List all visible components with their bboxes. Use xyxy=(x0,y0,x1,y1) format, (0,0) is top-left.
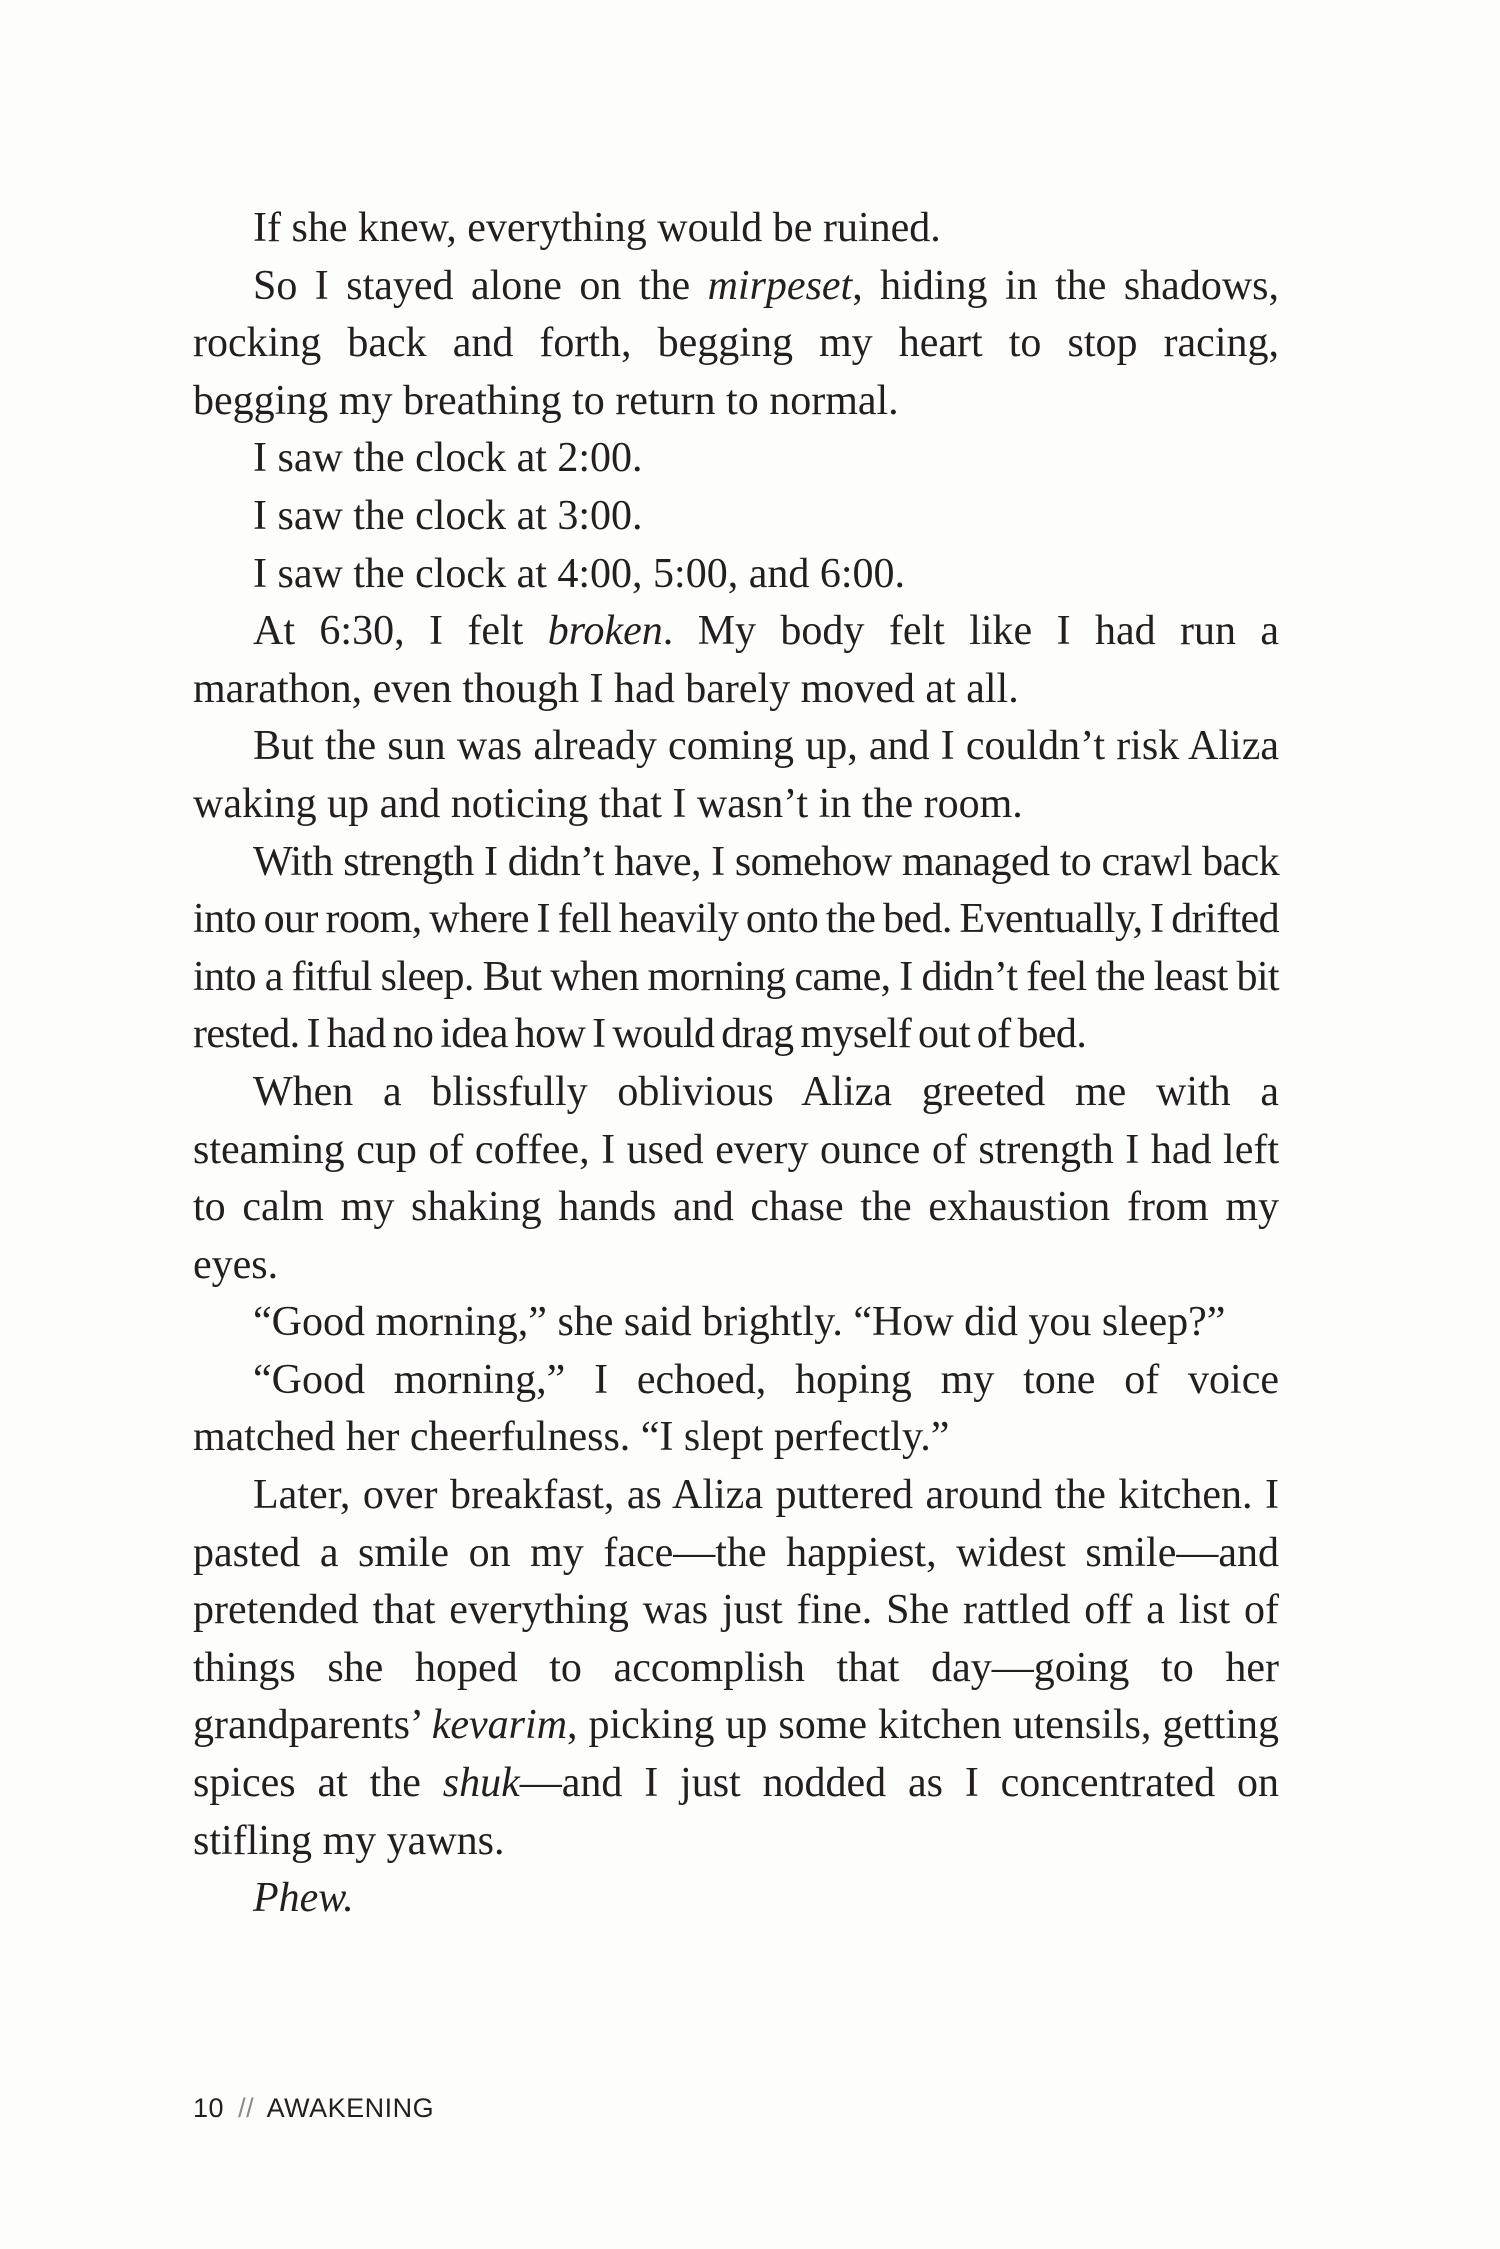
paragraph xyxy=(193,718,1279,833)
paragraph xyxy=(193,546,1279,604)
running-footer xyxy=(193,2093,434,2124)
paragraph xyxy=(193,603,1279,718)
text-run: At 6:30, I felt xyxy=(253,608,548,655)
text-run: —and I just nodded as I concentrated on stifling my yawns. xyxy=(193,1760,1279,1864)
page-number: 10 xyxy=(193,2093,225,2123)
text-run: With strength I didn’t have, I somehow managed to crawl back into our room, where I fell heavily onto the bed. Eventually, I drifted into a fitful sleep. But when morning came, I didn’t feel the least bit rested. I had no idea how I would drag myself out of bed. xyxy=(193,838,1279,1058)
italic-term: Phew. xyxy=(253,1875,354,1922)
paragraph xyxy=(193,258,1279,431)
book-title: AWAKENING xyxy=(266,2093,435,2123)
text-run: , hiding in the shadows, rocking back and forth, begging my heart to stop racing, begging my breathing to return to normal. xyxy=(193,262,1279,424)
paragraph xyxy=(193,1352,1279,1467)
paragraph xyxy=(193,1870,1279,1928)
paragraph xyxy=(193,1294,1279,1352)
italic-term: kevarim xyxy=(431,1702,568,1749)
text-run: I saw the clock at 3:00. xyxy=(253,492,643,539)
text-run: . My body felt like I had run a marathon, even though I had barely moved at all. xyxy=(193,608,1280,712)
paragraph xyxy=(193,1467,1279,1870)
text-run: But the sun was already coming up, and I couldn’t risk Aliza waking up and noticing that I wasn’t in the room. xyxy=(193,723,1279,827)
italic-term: mirpeset xyxy=(707,262,853,309)
paragraph xyxy=(193,200,1279,258)
paragraph xyxy=(193,488,1279,546)
paragraph xyxy=(193,430,1279,488)
text-run: , picking up some kitchen utensils, getting spices at the xyxy=(193,1702,1280,1807)
text-run: Later, over breakfast, as Aliza puttered around the kitchen. I pasted a smile on my face—the happiest, widest smile—and pretended that everything was just fine. She rattled off a list of things she hoped to accomplish that day—going to her grandparents’ xyxy=(193,1472,1279,1749)
page-body-text xyxy=(193,200,1279,1928)
italic-term: broken xyxy=(547,608,663,655)
footer-separator: // xyxy=(238,2093,255,2123)
text-run: “Good morning,” I echoed, hoping my tone of voice matched her cheerfulness. “I slept perfectly.” xyxy=(193,1356,1279,1461)
paragraph xyxy=(193,834,1279,1064)
text-run: When a blissfully oblivious Aliza greeted me with a steaming cup of coffee, I used every ounce of strength I had left to calm my shaking hands and chase the exhaustion from my eyes. xyxy=(193,1068,1279,1288)
italic-term: shuk xyxy=(442,1760,520,1807)
text-run: “Good morning,” she said brightly. “How did you sleep?” xyxy=(253,1299,1226,1346)
text-run: If she knew, everything would be ruined. xyxy=(253,205,941,251)
text-run: So I stayed alone on the xyxy=(253,262,708,309)
text-run: I saw the clock at 4:00, 5:00, and 6:00. xyxy=(253,550,906,597)
paragraph xyxy=(193,1064,1279,1294)
text-run: I saw the clock at 2:00. xyxy=(253,435,643,482)
